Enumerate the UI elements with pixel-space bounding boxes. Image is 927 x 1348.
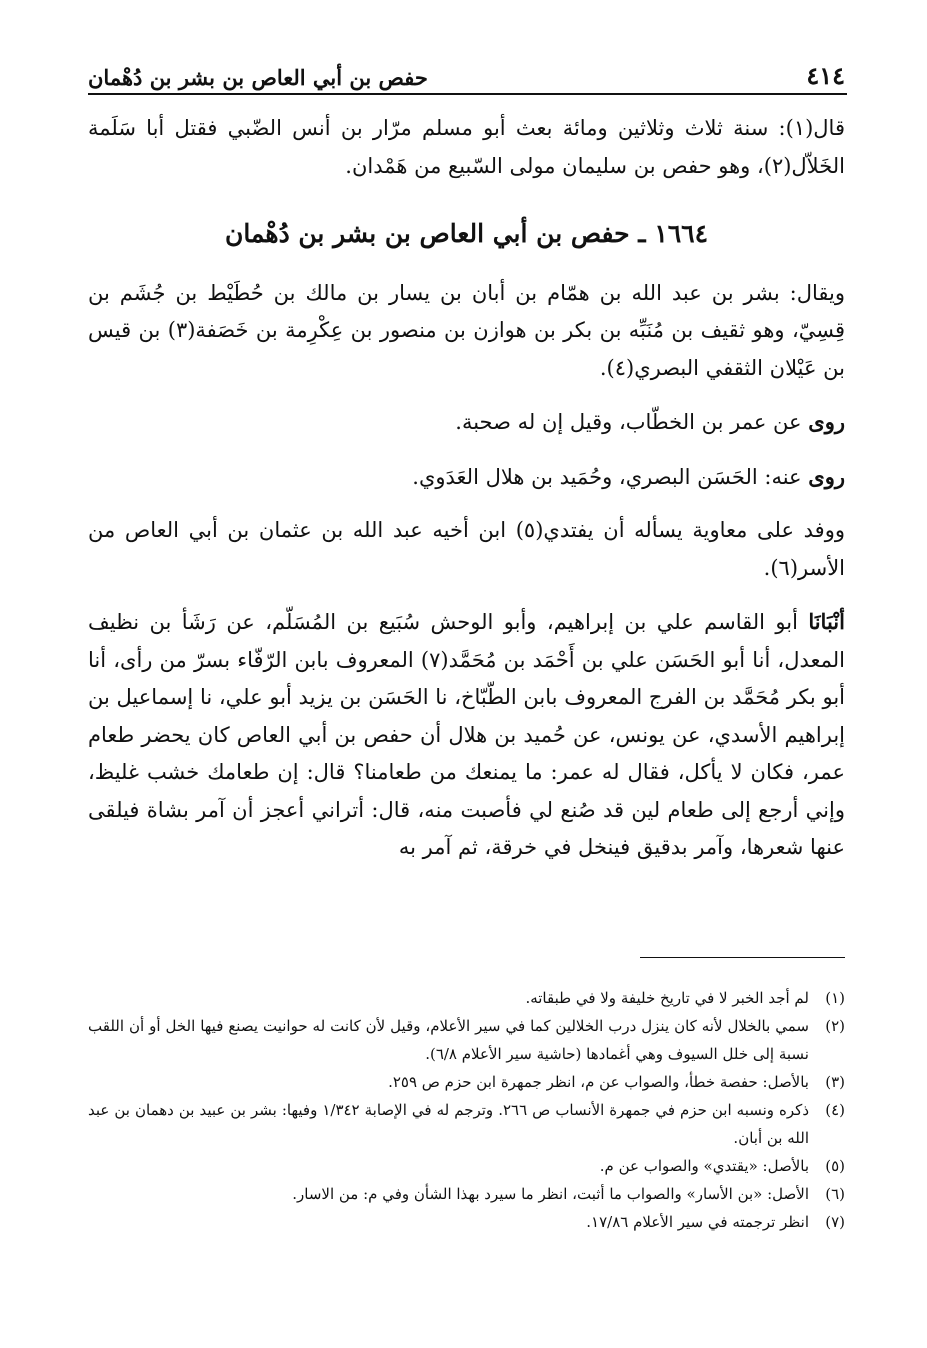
footnote-5 [88,1152,845,1180]
footnote-1 [88,984,845,1012]
page-number: ٤١٤ [806,61,845,90]
footnote-text: سمي بالخلال لأنه كان ينزل درب الخلالين كما في سير الأعلام، وقيل لأن كانت له حوانيت يصنع فيها الخل أو أن اللقب نسبة إلى خلل السيوف وهي أغمادها (حاشية سير الأعلام ٦/٨). [88,1017,809,1063]
footnote-text: ذكره ونسبه ابن حزم في جمهرة الأنساب ص ٢٦٦. وترجم له في الإصابة ١/٣٤٢ وفيها: بشر بن عبيد بن دهمان بن عبد الله بن أبان. [88,1101,809,1147]
running-title: حفص بن أبي العاص بن بشر بن دُهْمان [88,65,428,90]
footnotes [88,984,845,1236]
footnote-4 [88,1096,845,1152]
footnote-number: (٤) [825,1101,845,1119]
footnote-2 [88,1012,845,1068]
narration-paragraph [88,603,845,867]
delegation-paragraph: ووفد على معاوية يسأله أن يفتدي(٥) ابن أخيه عبد الله بن عثمان بن أبي العاص من الأسر(٦). [88,518,846,580]
lineage-paragraph: ويقال: بشر بن عبد الله بن همّام بن أبان بن يسار بن مالك بن حُطَيْط بن جُشَم بن قِسِيّ، وهو ثقيف بن مُنَبِّه بن بكر بن هوازن بن منصور بن عِكْرِمة بن خَصَفة(٣) بن قيس بن عَيْلان الثقفي البصري(٤). [88,280,845,380]
header-rule [88,93,847,95]
narrated-by-lead: روى [808,463,845,489]
footnote-text: انظر ترجمته في سير الأعلام ١٧/٨٦. [586,1213,809,1231]
narrated-from-text: عن عمر بن الخطّاب، وقيل إن له صحبة. [455,410,802,434]
footnote-number: (٣) [825,1073,845,1091]
footnote-3 [88,1068,845,1096]
footnote-number: (١) [825,989,845,1007]
entry-heading: ١٦٦٤ ـ حفص بن أبي العاص بن بشر بن دُهْمان [224,219,709,248]
main-text [88,110,845,867]
footnote-text: لم أجد الخبر لا في تاريخ خليفة ولا في طبقاته. [525,989,809,1007]
narrated-by-paragraph [88,458,845,497]
footnote-rule [640,957,845,958]
footnote-6 [88,1180,845,1208]
narrated-by-text: عنه: الحَسَن البصري، وحُمَيد بن هلال العَدَوي. [412,464,802,489]
footnote-7 [88,1208,845,1236]
footnote-number: (٢) [825,1017,845,1035]
footnote-number: (٥) [825,1157,845,1175]
footnote-text: بالأصل: حفصة خطأ، والصواب عن م، انظر جمهرة ابن حزم ص ٢٥٩. [388,1073,809,1091]
footnote-number: (٧) [825,1213,845,1231]
page-header [88,52,845,90]
narrated-from-lead: روى [808,409,845,434]
footnote-number: (٦) [825,1185,845,1203]
intro-paragraph: قال(١): سنة ثلاث وثلاثين ومائة بعث أبو مسلم مرّار بن أنس الضّبي فقتل أبا سَلَمة الخَلاّل(٢)، وهو حفص بن سليمان مولى السّبيع من هَمْدان. [88,116,845,178]
narration-text: أبو القاسم علي بن إبراهيم، وأبو الوحش سُبَيع بن المُسَلّم، عن رَشَأ بن نظيف المعدل، أنا أبو الحَسَن علي بن أَحْمَد بن مُحَمَّد(٧) المعروف بابن الرّفّاء بسرّ من رأى، أنا أبو بكر مُحَمَّد بن الفرج المعروف بابن الطّبّاخ، نا الحَسَن بن يزيد أبو علي، نا إسماعيل بن إبراهيم الأسدي، عن يونس، عن حُميد بن هلال أن حفص بن أبي العاص كان يحضر طعام عمر، فكان لا يأكل، فقال له عمر: ما يمنعك من طعامنا؟ قال: إن طعامك خشب غليظ، وإني أرجع إلى طعام لين قد صُنع لي فأصبت منه، قال: أتراني أعجز أن آمر بشاة فيلقى عنها شعرها، وآمر بدقيق فينخل في خرقة، ثم آمر به [88,610,845,859]
narrated-from-paragraph [88,403,845,442]
narration-lead: أنْبَانَا [808,609,845,634]
footnote-text: بالأصل: «يقتدي» والصواب عن م. [599,1157,809,1175]
footnote-text: الأصل: «بن الأسار» والصواب ما أثبت، انظر ما سيرد بهذا الشأن وفي م: من الاسار. [292,1185,809,1203]
